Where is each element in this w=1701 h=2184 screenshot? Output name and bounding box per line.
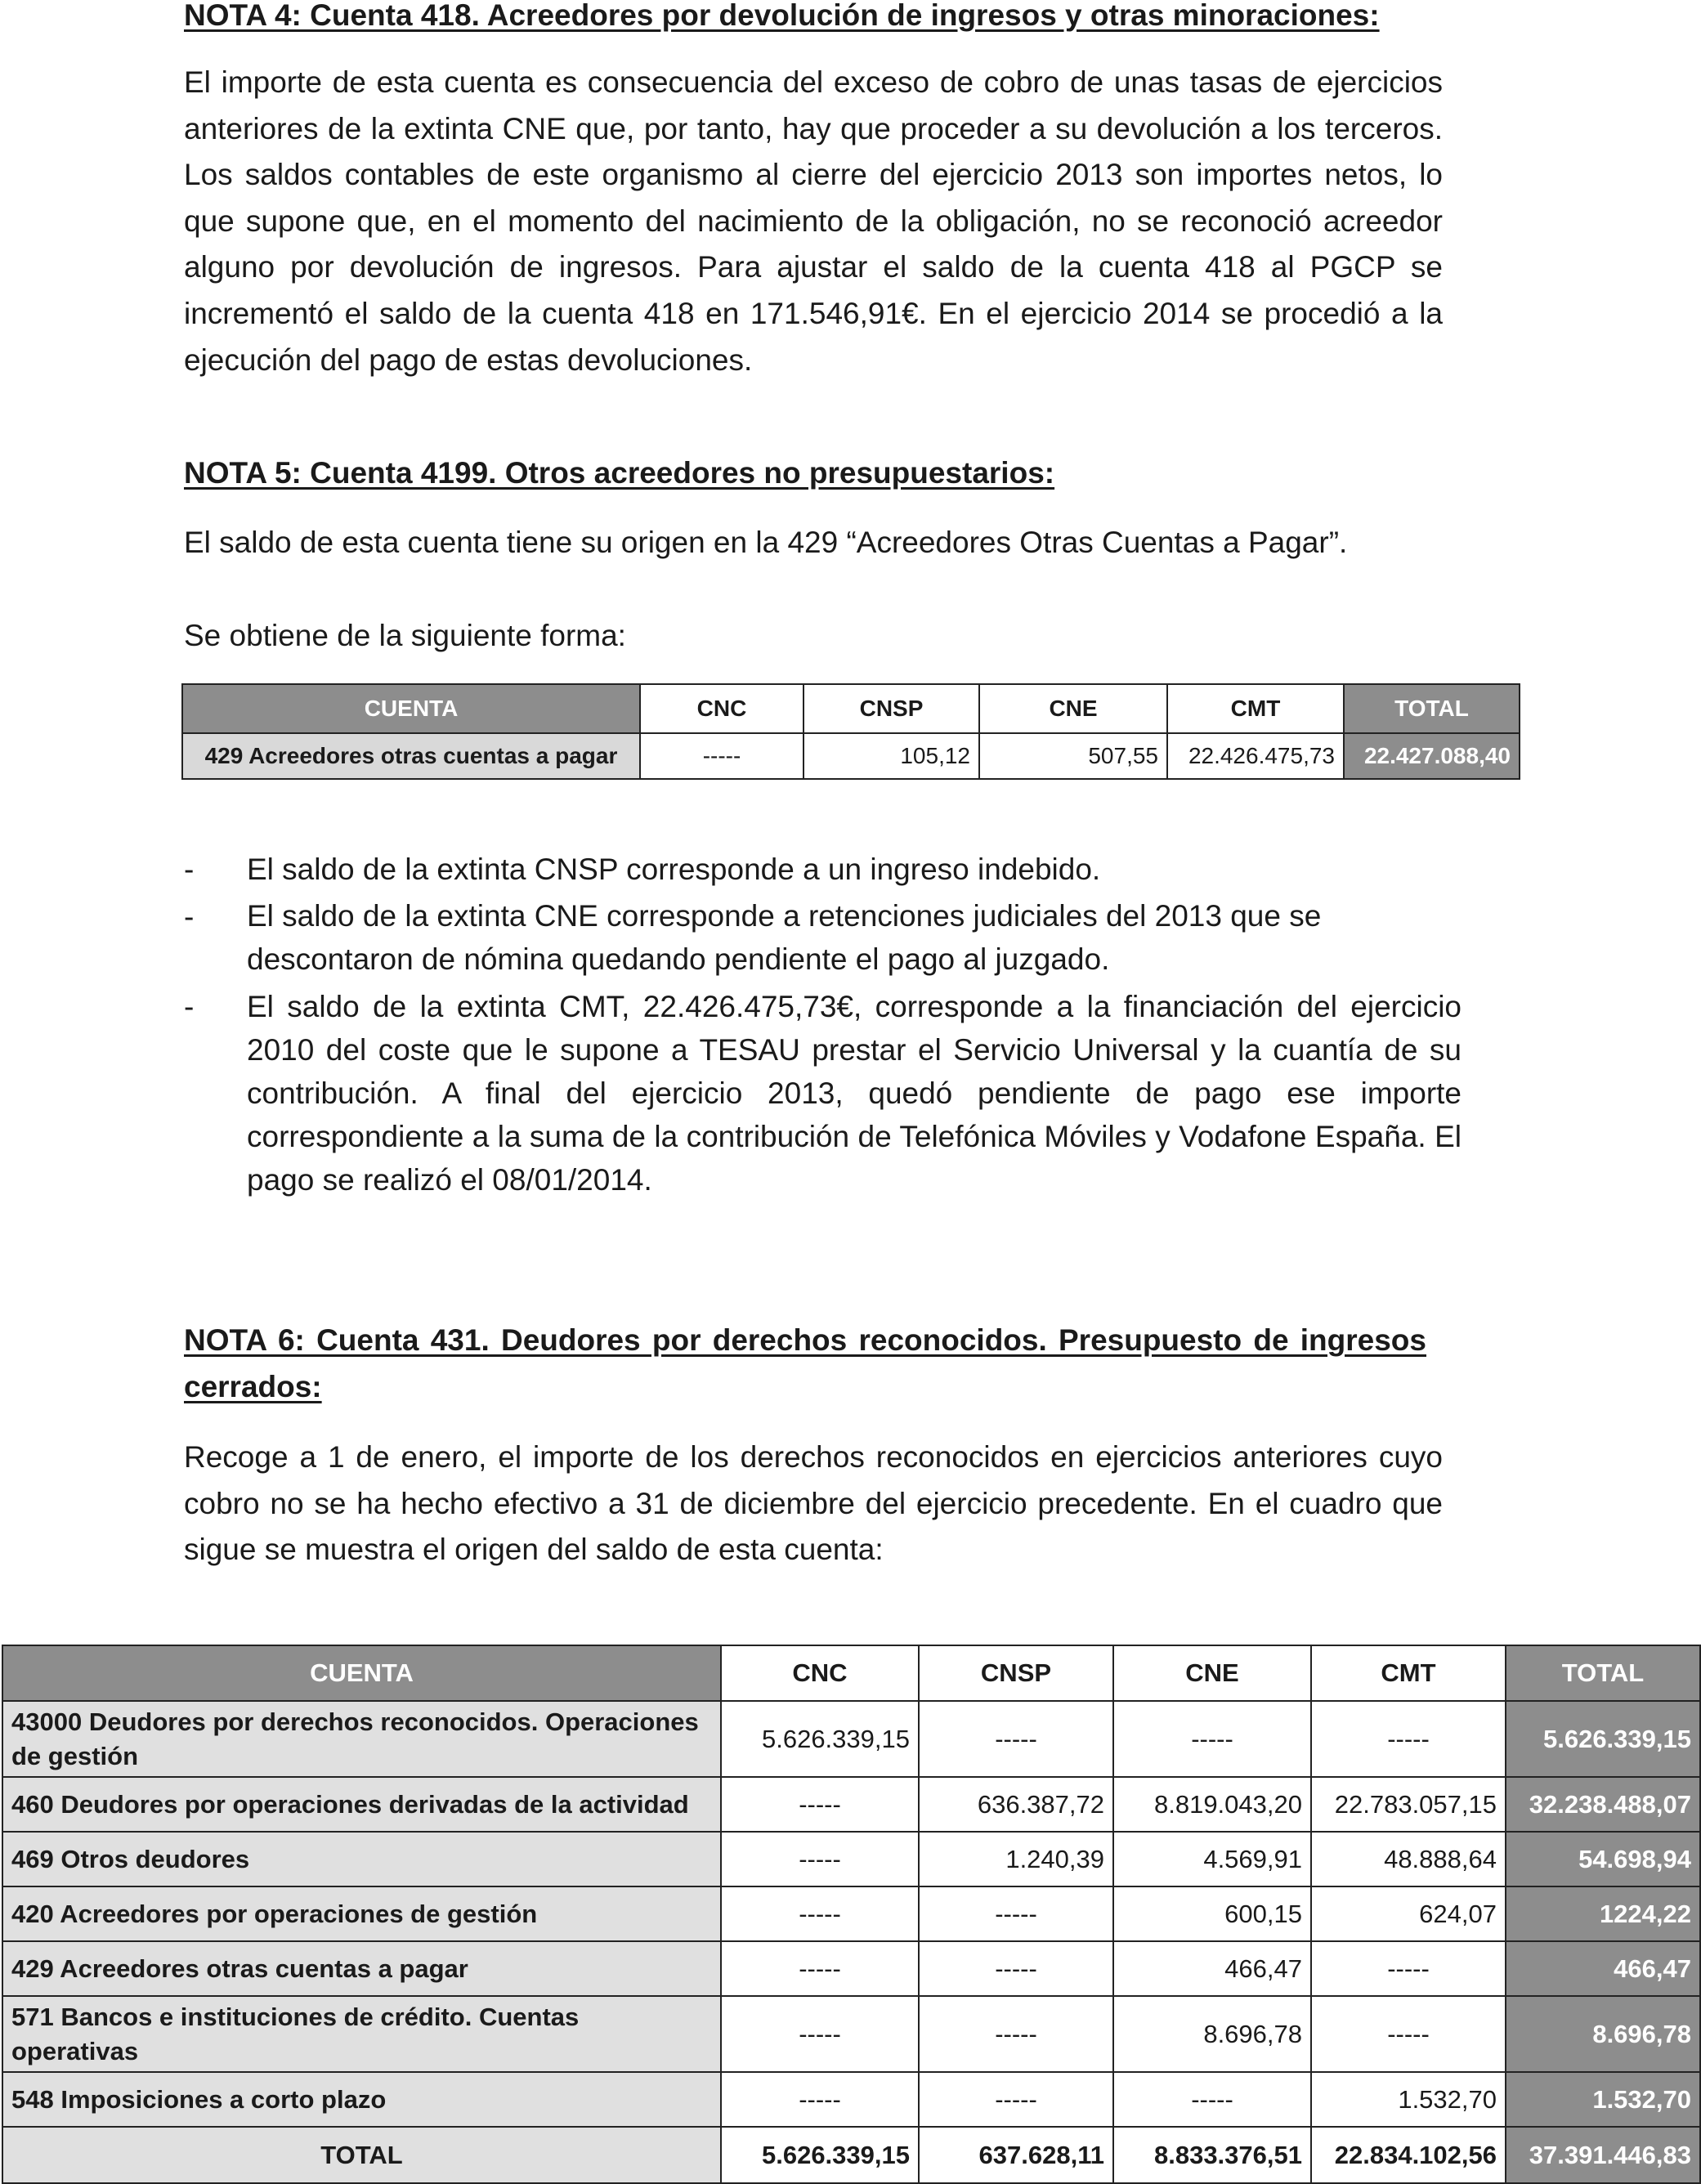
bullet-text: El saldo de la extinta CNSP corresponde a un ingreso indebido. <box>247 853 1101 886</box>
table-cell: ----- <box>919 1701 1113 1777</box>
table-cell: ----- <box>919 1941 1113 1996</box>
header-cell: CNE <box>1113 1645 1311 1701</box>
nota5-heading: NOTA 5: Cuenta 4199. Otros acreedores no presupuestarios: <box>184 456 1055 490</box>
table-cell: 8.696,78 <box>1506 1996 1700 2072</box>
table-cell: 1224,22 <box>1506 1886 1700 1941</box>
header-cell: CNE <box>979 684 1167 733</box>
table-cell: ----- <box>919 1886 1113 1941</box>
bullet-text: El saldo de la extinta CMT, 22.426.475,73€, corresponde a la financiación del ejercicio 2010 del coste que le supone a TESAU prestar el Servicio Universal y la cuantía de su contribución. A final del ejercicio 2013, quedó pendiente de pago ese importe correspondiente a la suma de la contribución de Telefónica Móviles y Vodafone España. El pago se realizó el 08/01/2014. <box>247 990 1462 1197</box>
table-cell: 22.426.475,73 <box>1167 733 1344 779</box>
header-cell: CMT <box>1311 1645 1506 1701</box>
table-cell: 22.427.088,40 <box>1344 733 1520 779</box>
table-cell: 466,47 <box>1113 1941 1311 1996</box>
table-cell: 429 Acreedores otras cuentas a pagar <box>182 733 640 779</box>
bullet-dash: - <box>184 900 195 933</box>
nota6-paragraph: Recoge a 1 de enero, el importe de los derechos reconocidos en ejercicios anteriores cuyo cobro no se ha hecho efectivo a 31 de diciembre del ejercicio precedente. En el cuadro que sigue se muestra el origen del saldo de esta cuenta: <box>184 1440 1443 1567</box>
bullet-text: El saldo de la extinta CNE corresponde a retenciones judiciales del 2013 que se descontaron de nómina quedando pendiente el pago al juzgado. <box>247 899 1322 976</box>
table-row <box>182 733 1520 779</box>
nota5-table <box>181 683 1520 780</box>
table-cell: 5.626.339,15 <box>1506 1701 1700 1777</box>
table-cell: 54.698,94 <box>1506 1832 1700 1886</box>
header-cell: CNSP <box>919 1645 1113 1701</box>
table-total-row <box>2 2127 1700 2183</box>
table-cell: ----- <box>1311 1996 1506 2072</box>
table-row <box>2 1701 1700 1777</box>
nota4-heading: NOTA 4: Cuenta 418. Acreedores por devolución de ingresos y otras minoraciones: <box>184 0 1380 32</box>
table-cell: 420 Acreedores por operaciones de gestión <box>2 1886 721 1941</box>
table-cell: ----- <box>1113 1701 1311 1777</box>
bullet-dash: - <box>184 853 195 886</box>
table-cell: 22.783.057,15 <box>1311 1777 1506 1832</box>
table-row <box>2 1832 1700 1886</box>
table-cell: 43000 Deudores por derechos reconocidos. Operaciones de gestión <box>2 1701 721 1777</box>
nota4-paragraph: El importe de esta cuenta es consecuencia del exceso de cobro de unas tasas de ejercicios anteriores de la extinta CNE que, por tanto, hay que proceder a su devolución a los terceros. Los saldos contables de este organismo al cierre del ejercicio 2013 son importes netos, lo que supone que, en el momento del nacimiento de la obligación, no se reconoció acreedor alguno por devolución de ingresos. Para ajustar el saldo de la cuenta 418 al PGCP se incrementó el saldo de la cuenta 418 en 171.546,91€. En el ejercicio 2014 se procedió a la ejecución del pago de estas devoluciones. <box>184 65 1443 377</box>
table-cell: 1.532,70 <box>1311 2072 1506 2127</box>
table-cell: 48.888,64 <box>1311 1832 1506 1886</box>
header-cell: CNC <box>721 1645 919 1701</box>
table-cell: ----- <box>721 1777 919 1832</box>
header-cell: TOTAL <box>1344 684 1520 733</box>
table-cell: ----- <box>721 1941 919 1996</box>
table-cell: 469 Otros deudores <box>2 1832 721 1886</box>
table-cell: ----- <box>721 1886 919 1941</box>
table-cell: 5.626.339,15 <box>721 2127 919 2183</box>
header-cell: CNSP <box>803 684 979 733</box>
table-cell: 460 Deudores por operaciones derivadas de la actividad <box>2 1777 721 1832</box>
table-row <box>2 1886 1700 1941</box>
header-cell: CNC <box>640 684 803 733</box>
table-cell: ----- <box>721 1996 919 2072</box>
table-row <box>2 1996 1700 2072</box>
table-cell: TOTAL <box>2 2127 721 2183</box>
table-cell: 22.834.102,56 <box>1311 2127 1506 2183</box>
table-cell: 637.628,11 <box>919 2127 1113 2183</box>
nota5-intro-line: El saldo de esta cuenta tiene su origen en la 429 “Acreedores Otras Cuentas a Pagar”. <box>184 526 1348 559</box>
nota5-intro-line-2: Se obtiene de la siguiente forma: <box>184 619 626 652</box>
table-cell: 1.532,70 <box>1506 2072 1700 2127</box>
table-cell: 507,55 <box>979 733 1167 779</box>
table-cell: 466,47 <box>1506 1941 1700 1996</box>
table-header-row <box>182 684 1520 733</box>
table-row <box>2 1941 1700 1996</box>
nota6-table <box>2 1645 1701 2184</box>
table-cell: 105,12 <box>803 733 979 779</box>
table-row <box>2 2072 1700 2127</box>
table-cell: ----- <box>919 2072 1113 2127</box>
table-cell: 571 Bancos e instituciones de crédito. Cuentas operativas <box>2 1996 721 2072</box>
header-cell: TOTAL <box>1506 1645 1700 1701</box>
table-cell: 636.387,72 <box>919 1777 1113 1832</box>
table-cell: 32.238.488,07 <box>1506 1777 1700 1832</box>
table-cell: 1.240,39 <box>919 1832 1113 1886</box>
table-row <box>2 1777 1700 1832</box>
table-cell: 8.696,78 <box>1113 1996 1311 2072</box>
header-cell: CMT <box>1167 684 1344 733</box>
table-cell: ----- <box>919 1996 1113 2072</box>
table-cell: 429 Acreedores otras cuentas a pagar <box>2 1941 721 1996</box>
table-cell: 548 Imposiciones a corto plazo <box>2 2072 721 2127</box>
header-cell: CUENTA <box>182 684 640 733</box>
table-header-row <box>2 1645 1700 1701</box>
table-cell: ----- <box>721 2072 919 2127</box>
table-cell: 37.391.446,83 <box>1506 2127 1700 2183</box>
table-cell: ----- <box>1311 1701 1506 1777</box>
table-cell: ----- <box>721 1832 919 1886</box>
table-cell: 624,07 <box>1311 1886 1506 1941</box>
table-cell: ----- <box>1311 1941 1506 1996</box>
table-cell: ----- <box>1113 2072 1311 2127</box>
table-cell: 8.819.043,20 <box>1113 1777 1311 1832</box>
table-cell: 5.626.339,15 <box>721 1701 919 1777</box>
bullet-dash: - <box>184 990 195 1023</box>
table-cell: 8.833.376,51 <box>1113 2127 1311 2183</box>
table-cell: 600,15 <box>1113 1886 1311 1941</box>
table-cell: 4.569,91 <box>1113 1832 1311 1886</box>
nota6-heading: NOTA 6: Cuenta 431. Deudores por derechos reconocidos. Presupuesto de ingresos cerrados: <box>184 1323 1426 1403</box>
header-cell: CUENTA <box>2 1645 721 1701</box>
table-cell: ----- <box>640 733 803 779</box>
